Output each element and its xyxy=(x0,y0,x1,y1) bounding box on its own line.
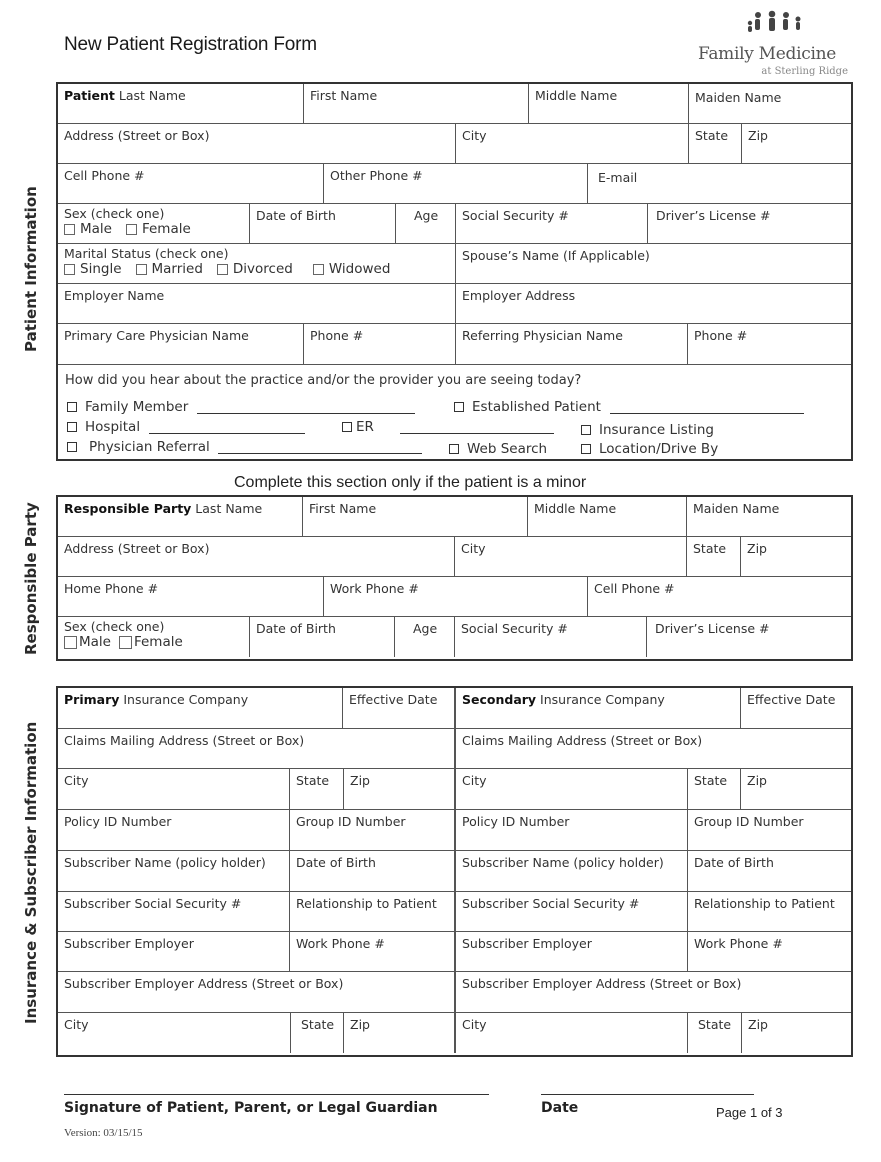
divorced-checkbox[interactable] xyxy=(217,264,228,275)
state-label: State xyxy=(695,128,729,143)
patient-last-name-field[interactable] xyxy=(58,84,304,124)
sex-label: Sex (check one) xyxy=(64,206,165,221)
maiden-name-label: Maiden Name xyxy=(695,90,782,105)
section-label-insurance: Insurance & Subscriber Information xyxy=(22,721,40,1024)
female-label: Female xyxy=(141,221,191,237)
primary-subscriber-field[interactable] xyxy=(58,851,290,892)
primary-group-field[interactable] xyxy=(290,810,455,851)
pcp-label: Primary Care Physician Name xyxy=(64,328,249,343)
responsible-cell-phone-field[interactable] xyxy=(588,577,851,617)
marital-married-option[interactable] xyxy=(136,261,203,277)
secondary-relationship-field[interactable] xyxy=(688,892,851,932)
widowed-label: Widowed xyxy=(328,261,391,277)
female-label: Female xyxy=(133,634,183,650)
dob-label: Date of Birth xyxy=(694,855,774,870)
location-checkbox[interactable] xyxy=(581,444,591,454)
sub-employer-address-label: Subscriber Employer Address (Street or Box) xyxy=(64,976,344,991)
er-line[interactable] xyxy=(400,421,554,434)
work-phone-label: Work Phone # xyxy=(694,936,783,951)
marital-label: Marital Status (check one) xyxy=(64,246,229,261)
sex-female-option[interactable] xyxy=(119,634,183,650)
married-label: Married xyxy=(151,261,203,277)
referral-checkbox[interactable] xyxy=(67,442,77,452)
family-line[interactable] xyxy=(197,401,415,414)
patient-pcp-phone-field[interactable] xyxy=(304,324,456,365)
patient-email-field[interactable] xyxy=(588,164,851,204)
cell-phone-label: Cell Phone # xyxy=(64,168,145,183)
pcp-phone-label: Phone # xyxy=(310,328,364,343)
primary-state-field[interactable] xyxy=(290,769,344,810)
married-checkbox[interactable] xyxy=(136,264,147,275)
signature-label: Signature of Patient, Parent, or Legal Guardian xyxy=(64,1100,438,1116)
hear-question: How did you hear about the practice and/or the provider you are seeing today? xyxy=(65,373,582,388)
primary-sub-state-field[interactable] xyxy=(291,1013,344,1053)
primary-city-field[interactable] xyxy=(58,769,290,810)
responsible-city-field[interactable] xyxy=(455,537,687,577)
relationship-label: Relationship to Patient xyxy=(296,896,437,911)
hear-location-option[interactable] xyxy=(581,441,718,457)
state-label: State xyxy=(694,773,728,788)
hear-established-option[interactable] xyxy=(454,399,804,415)
family-medicine-logo xyxy=(690,10,850,80)
city-label: City xyxy=(462,1017,487,1032)
hear-hospital-option[interactable] xyxy=(67,419,305,435)
date-label: Date xyxy=(541,1100,579,1116)
employer-label: Employer Name xyxy=(64,288,165,303)
page-number: Page 1 of 3 xyxy=(716,1105,783,1120)
secondary-policy-field[interactable] xyxy=(455,810,688,851)
male-checkbox[interactable] xyxy=(64,636,77,649)
patient-age-field[interactable] xyxy=(396,204,456,244)
responsible-work-phone-field[interactable] xyxy=(324,577,588,617)
patient-dob-field[interactable] xyxy=(250,204,396,244)
city-label: City xyxy=(64,1017,89,1032)
secondary-sub-employer-field[interactable] xyxy=(455,932,688,972)
er-checkbox[interactable] xyxy=(342,422,352,432)
logo-subtitle: at Sterling Ridge xyxy=(761,66,848,77)
claims-address-label: Claims Mailing Address (Street or Box) xyxy=(64,733,305,748)
patient-pcp-field[interactable] xyxy=(58,324,304,365)
patient-license-field[interactable] xyxy=(648,204,851,244)
logo-name: Family Medicine xyxy=(698,44,837,64)
family-checkbox[interactable] xyxy=(67,402,77,412)
other-phone-label: Other Phone # xyxy=(330,168,423,183)
minor-section-note: Complete this section only if the patient is a minor xyxy=(234,474,587,491)
signature-line[interactable] xyxy=(64,1094,489,1095)
patient-city-field[interactable] xyxy=(456,124,689,164)
referral-label: Physician Referral xyxy=(89,439,210,455)
referring-phone-label: Phone # xyxy=(694,328,748,343)
hospital-checkbox[interactable] xyxy=(67,422,77,432)
sex-male-option[interactable] xyxy=(64,221,112,237)
sub-employer-label: Subscriber Employer xyxy=(64,936,194,951)
family-label: Family Member xyxy=(85,399,189,415)
patient-other-phone-field[interactable] xyxy=(324,164,588,204)
effective-date-label: Effective Date xyxy=(349,692,438,707)
marital-single-option[interactable] xyxy=(64,261,122,277)
single-checkbox[interactable] xyxy=(64,264,75,275)
er-label: ER xyxy=(356,419,374,435)
web-search-label: Web Search xyxy=(467,441,548,457)
work-phone-label: Work Phone # xyxy=(296,936,385,951)
responsible-zip-field[interactable] xyxy=(741,537,851,577)
insurance-listing-checkbox[interactable] xyxy=(581,425,591,435)
policy-label: Policy ID Number xyxy=(462,814,570,829)
primary-effective-date-field[interactable] xyxy=(343,688,455,729)
city-label: City xyxy=(462,128,487,143)
primary-relationship-field[interactable] xyxy=(290,892,455,932)
secondary-subscriber-field[interactable] xyxy=(455,851,688,892)
insurance-company-label: Insurance Company xyxy=(536,692,665,707)
section-label-patient: Patient Information xyxy=(22,186,40,352)
responsible-party-box xyxy=(56,495,853,661)
referring-label: Referring Physician Name xyxy=(462,328,623,343)
primary-label-bold: Primary xyxy=(64,692,120,707)
claims-address-label: Claims Mailing Address (Street or Box) xyxy=(462,733,703,748)
subscriber-label: Subscriber Name (policy holder) xyxy=(462,855,664,870)
secondary-sub-zip-field[interactable] xyxy=(742,1013,851,1053)
zip-label: Zip xyxy=(747,541,767,556)
secondary-claims-address-field[interactable] xyxy=(455,729,851,769)
primary-insurance-company-field[interactable] xyxy=(58,688,343,729)
home-phone-label: Home Phone # xyxy=(64,581,159,596)
secondary-dob-field[interactable] xyxy=(688,851,851,892)
last-name-label: Last Name xyxy=(114,88,186,103)
dob-label: Date of Birth xyxy=(256,208,336,223)
patient-marital-field xyxy=(58,244,456,284)
sub-ssn-label: Subscriber Social Security # xyxy=(462,896,640,911)
responsible-middle-name-field[interactable] xyxy=(528,497,687,537)
responsible-address-field[interactable] xyxy=(58,537,455,577)
primary-work-phone-field[interactable] xyxy=(290,932,455,972)
responsible-ssn-field[interactable] xyxy=(455,617,647,657)
secondary-insurance-company-field[interactable] xyxy=(455,688,741,729)
city-label: City xyxy=(64,773,89,788)
patient-address-field[interactable] xyxy=(58,124,456,164)
license-label: Driver’s License # xyxy=(656,208,771,223)
primary-claims-address-field[interactable] xyxy=(58,729,455,769)
state-label: State xyxy=(693,541,727,556)
hear-web-option[interactable] xyxy=(449,441,547,457)
cell-phone-label: Cell Phone # xyxy=(594,581,675,596)
work-phone-label: Work Phone # xyxy=(330,581,419,596)
license-label: Driver’s License # xyxy=(655,621,770,636)
patient-state-field[interactable] xyxy=(689,124,742,164)
first-name-label: First Name xyxy=(309,501,377,516)
address-label: Address (Street or Box) xyxy=(64,128,210,143)
primary-zip-field[interactable] xyxy=(344,769,455,810)
single-label: Single xyxy=(80,261,122,277)
primary-sub-employer-field[interactable] xyxy=(58,932,290,972)
secondary-sub-city-field[interactable] xyxy=(455,1013,688,1053)
responsible-dob-field[interactable] xyxy=(250,617,395,657)
primary-sub-city-field[interactable] xyxy=(58,1013,291,1053)
responsible-license-field[interactable] xyxy=(647,617,851,657)
location-label: Location/Drive By xyxy=(599,441,719,457)
hear-referral-option[interactable] xyxy=(67,439,422,455)
hospital-label: Hospital xyxy=(85,419,141,435)
secondary-label-bold: Secondary xyxy=(462,692,537,707)
zip-label: Zip xyxy=(748,128,768,143)
middle-name-label: Middle Name xyxy=(535,88,618,103)
primary-sub-ssn-field[interactable] xyxy=(58,892,290,932)
patient-referring-phone-field[interactable] xyxy=(688,324,851,365)
responsible-home-phone-field[interactable] xyxy=(58,577,324,617)
city-label: City xyxy=(462,773,487,788)
primary-sub-zip-field[interactable] xyxy=(344,1013,455,1053)
male-checkbox[interactable] xyxy=(64,224,75,235)
secondary-effective-date-field[interactable] xyxy=(741,688,851,729)
group-label: Group ID Number xyxy=(296,814,406,829)
state-label: State xyxy=(296,773,330,788)
age-label: Age xyxy=(413,621,438,636)
group-label: Group ID Number xyxy=(694,814,804,829)
sub-employer-address-label: Subscriber Employer Address (Street or Box) xyxy=(462,976,742,991)
secondary-city-field[interactable] xyxy=(455,769,688,810)
responsible-last-name-field[interactable] xyxy=(58,497,303,537)
effective-date-label: Effective Date xyxy=(747,692,836,707)
city-label: City xyxy=(461,541,486,556)
female-checkbox[interactable] xyxy=(126,224,137,235)
responsible-sex-field xyxy=(58,617,250,657)
sex-female-option[interactable] xyxy=(126,221,191,237)
patient-information-box xyxy=(56,82,853,461)
hear-insurance-option[interactable] xyxy=(581,422,714,438)
sex-male-option[interactable] xyxy=(64,634,111,650)
responsible-state-field[interactable] xyxy=(687,537,741,577)
family-figures-icon xyxy=(742,10,822,40)
zip-label: Zip xyxy=(747,773,767,788)
hear-er-option[interactable] xyxy=(342,419,554,435)
primary-policy-field[interactable] xyxy=(58,810,290,851)
responsible-label-bold: Responsible Party xyxy=(64,501,192,516)
established-label: Established Patient xyxy=(472,399,601,415)
last-name-label: Last Name xyxy=(191,501,263,516)
secondary-sub-state-field[interactable] xyxy=(688,1013,742,1053)
maiden-name-label: Maiden Name xyxy=(693,501,780,516)
marital-widowed-option[interactable] xyxy=(313,261,391,277)
responsible-age-field[interactable] xyxy=(395,617,455,657)
middle-name-label: Middle Name xyxy=(534,501,617,516)
male-label: Male xyxy=(80,221,112,237)
referral-line[interactable] xyxy=(218,441,422,454)
spouse-label: Spouse’s Name (If Applicable) xyxy=(462,248,650,263)
patient-zip-field[interactable] xyxy=(742,124,851,164)
first-name-label: First Name xyxy=(310,88,378,103)
hear-family-option[interactable] xyxy=(67,399,415,415)
widowed-checkbox[interactable] xyxy=(313,264,324,275)
zip-label: Zip xyxy=(350,773,370,788)
sub-ssn-label: Subscriber Social Security # xyxy=(64,896,242,911)
patient-spouse-field[interactable] xyxy=(456,244,851,284)
email-label: E-mail xyxy=(598,170,638,185)
marital-divorced-option[interactable] xyxy=(217,261,293,277)
patient-ssn-field[interactable] xyxy=(456,204,648,244)
secondary-sub-ssn-field[interactable] xyxy=(455,892,688,932)
female-checkbox[interactable] xyxy=(119,636,132,649)
ssn-label: Social Security # xyxy=(461,621,568,636)
zip-label: Zip xyxy=(350,1017,370,1032)
patient-employer-field[interactable] xyxy=(58,284,456,324)
dob-label: Date of Birth xyxy=(256,621,336,636)
relationship-label: Relationship to Patient xyxy=(694,896,835,911)
patient-maiden-name-field[interactable] xyxy=(689,84,851,124)
zip-label: Zip xyxy=(748,1017,768,1032)
established-checkbox[interactable] xyxy=(454,402,464,412)
insurance-listing-label: Insurance Listing xyxy=(599,422,715,438)
male-label: Male xyxy=(79,634,111,650)
patient-employer-address-field[interactable] xyxy=(456,284,851,324)
state-label: State xyxy=(698,1017,732,1032)
secondary-state-field[interactable] xyxy=(688,769,741,810)
secondary-sub-employer-address-field[interactable] xyxy=(455,972,851,1013)
policy-label: Policy ID Number xyxy=(64,814,172,829)
hospital-line[interactable] xyxy=(149,421,305,434)
web-search-checkbox[interactable] xyxy=(449,444,459,454)
patient-sex-field xyxy=(58,204,250,244)
secondary-zip-field[interactable] xyxy=(741,769,851,810)
primary-dob-field[interactable] xyxy=(290,851,455,892)
primary-sub-employer-address-field[interactable] xyxy=(58,972,455,1013)
secondary-group-field[interactable] xyxy=(688,810,851,851)
patient-label-bold: Patient xyxy=(64,88,115,103)
form-title: New Patient Registration Form xyxy=(64,34,317,55)
responsible-maiden-name-field[interactable] xyxy=(687,497,851,537)
address-label: Address (Street or Box) xyxy=(64,541,210,556)
patient-middle-name-field[interactable] xyxy=(529,84,689,124)
section-label-responsible: Responsible Party xyxy=(22,502,40,655)
employer-address-label: Employer Address xyxy=(462,288,576,303)
insurance-box xyxy=(56,686,853,1057)
established-line[interactable] xyxy=(610,401,804,414)
divorced-label: Divorced xyxy=(232,261,293,277)
version-label: Version: 03/15/15 xyxy=(64,1127,143,1139)
insurance-company-label: Insurance Company xyxy=(119,692,249,707)
patient-cell-phone-field[interactable] xyxy=(58,164,324,204)
subscriber-label: Subscriber Name (policy holder) xyxy=(64,855,266,870)
sub-employer-label: Subscriber Employer xyxy=(462,936,592,951)
age-label: Age xyxy=(414,208,439,223)
patient-referring-field[interactable] xyxy=(456,324,688,365)
state-label: State xyxy=(301,1017,335,1032)
ssn-label: Social Security # xyxy=(462,208,569,223)
sex-label: Sex (check one) xyxy=(64,619,165,634)
responsible-first-name-field[interactable] xyxy=(303,497,528,537)
secondary-work-phone-field[interactable] xyxy=(688,932,851,972)
dob-label: Date of Birth xyxy=(296,855,376,870)
patient-first-name-field[interactable] xyxy=(304,84,529,124)
date-line[interactable] xyxy=(541,1094,754,1095)
